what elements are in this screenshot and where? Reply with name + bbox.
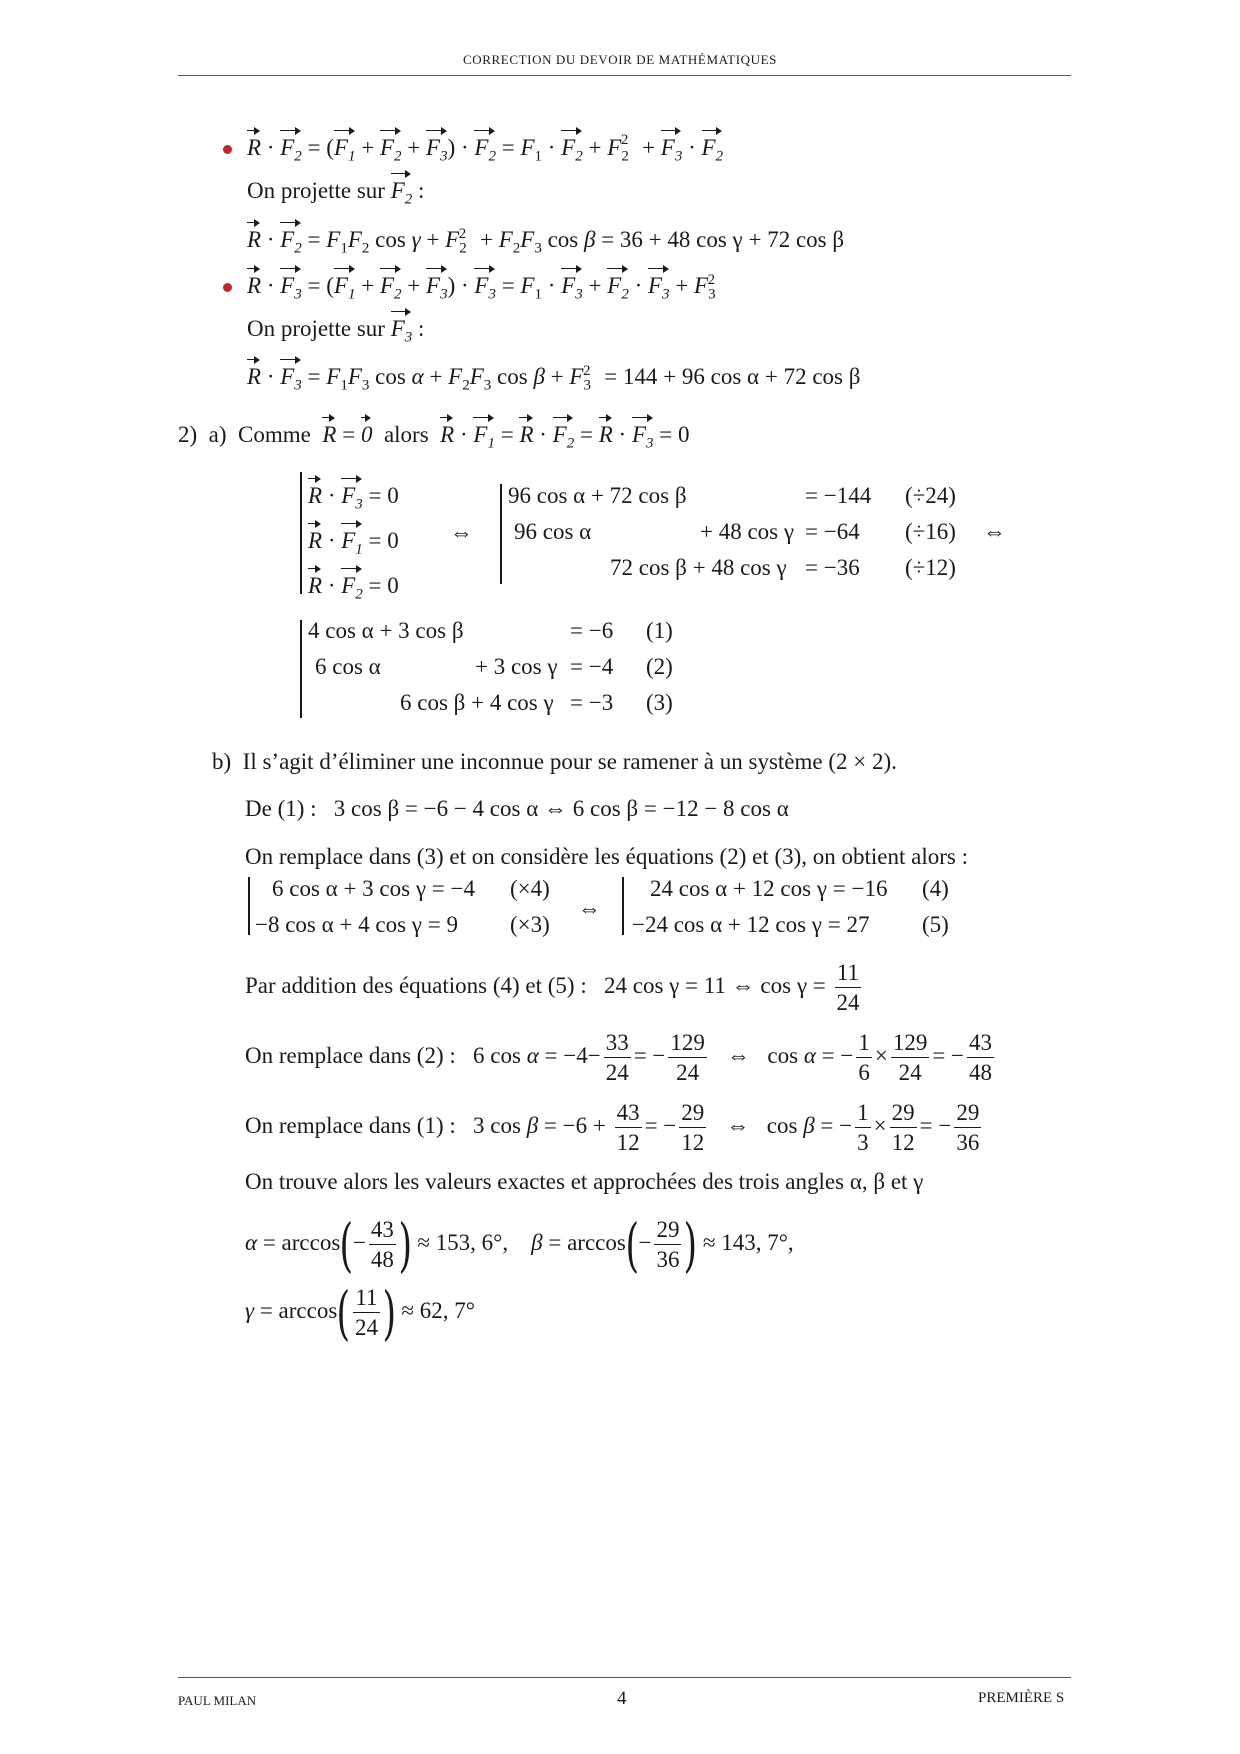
brace-left-system-2	[300, 620, 302, 718]
sysR-row-2: −24 cos α + 12 cos γ = 27	[632, 912, 870, 937]
proj-f2-line: On projette sur $F_2$ :	[247, 171, 424, 214]
res-f3-value: = 144 + 96 cos α + 72 cos β	[604, 364, 861, 389]
footer-page: 4	[617, 1688, 627, 1709]
sysR-num-2: (5)	[922, 912, 949, 937]
q2a-line: 2) a) Comme R = 0 alors $R \cdot F_1 = R \cdot F_2 = R \cdot F_3 = 0$	[178, 415, 690, 458]
res-f2-value: = 36 + 48 cos γ + 72 cos β	[601, 227, 845, 252]
header-rule	[178, 75, 1071, 76]
comme-text: Comme	[238, 422, 311, 447]
sys1-row-3: 72 cos β + 48 cos γ	[610, 555, 787, 580]
equiv-symbol: ⇔	[578, 896, 601, 921]
addition-equation: 24 cos γ = 11 ⇔ cos γ =	[603, 973, 826, 998]
q2b-intro: Il s’agit d’éliminer une inconnue pour se ramener à un système (2 × 2).	[242, 749, 897, 774]
bullet-icon	[223, 145, 232, 154]
proj-f3-line: On projette sur $F_3$ :	[247, 309, 424, 352]
rem2-label: On remplace dans (2) :	[245, 1043, 456, 1068]
rem3-label: On remplace dans (1) :	[245, 1113, 456, 1138]
sys1-div-2: (÷16)	[905, 519, 956, 544]
sys1-rhs-1: = −144	[805, 483, 872, 508]
footer-author: PAUL MILAN	[178, 1693, 257, 1708]
sys1-div-1: (÷24)	[905, 483, 956, 508]
proj-f3-text: On projette sur	[247, 316, 385, 341]
de1-label: De (1) :	[245, 796, 317, 821]
sys2-num-1: (1)	[646, 618, 673, 643]
sys1-row-2: 96 cos α	[514, 519, 592, 544]
sys2-rhs-1: = −6	[570, 618, 614, 643]
eq-r-dot-f2-expand: $R \cdot F_2 = (F_1 + F_2 + F_3) \cdot F_2 = F_1 \cdot F_2 + F_2^2 + F_3 \cdot F_2$	[247, 128, 723, 171]
bullet-icon	[223, 283, 232, 292]
eq-r-dot-f2-result: $R \cdot F_2 = F_1F_2$ $\cos \gamma + F_2^2 + F_2F_3$ cos β = 36 + 48 cos γ + 72 cos β	[247, 220, 844, 263]
brace-left-system-vec	[300, 472, 302, 594]
q2b-intro-line	[212, 748, 897, 776]
sys1-rhs-2: = −64	[805, 519, 860, 544]
sys2-rhs-3: = −3	[570, 690, 614, 715]
sysR-row-1: 24 cos α + 12 cos γ = −16	[650, 876, 888, 901]
rem2-line: On remplace dans (2) : 6 cos α = −4− $\frac{33}{24}$ = − $\frac{129}{24}$ ⇔ cos α = − $\frac{1}{6}$ × $\frac{129}{24}$ = − $\frac{43}{48}$	[245, 1030, 993, 1086]
gamma-line: γ = arccos( $\frac{11}{24}$ ) ≈ 62, 7°	[245, 1278, 475, 1347]
sysL-op-1: (×4)	[510, 876, 550, 901]
sys1-rhs-3: = −36	[805, 555, 860, 580]
remplace-line: On remplace dans (3) et on considère les équations (2) et (3), on obtient alors :	[245, 844, 968, 869]
sys-vec-row: $R \cdot F_2 = 0$	[308, 566, 399, 609]
addition-label: Par addition des équations (4) et (5) :	[245, 973, 587, 998]
trouve-line: On trouve alors les valeurs exactes et approchées des trois angles α, β et γ	[245, 1169, 924, 1194]
sysL-row-1: 6 cos α + 3 cos γ = −4	[272, 876, 475, 901]
brace-left-system-1	[500, 484, 502, 584]
sys-vec-row: $R \cdot F_3 = 0$	[308, 476, 399, 519]
sys2-row-3: 6 cos β + 4 cos γ	[400, 690, 554, 715]
sysL-op-2: (×3)	[510, 912, 550, 937]
eq-r-dot-f3-expand: $R \cdot F_3 = (F_1 + F_2 + F_3) \cdot F_3 = F_1 \cdot F_3 + F_2 \cdot F_3 + F_3^2$	[247, 266, 723, 309]
equiv-symbol: ⇔	[983, 519, 1006, 544]
sys2-row-1: 4 cos α + 3 cos β	[308, 618, 464, 643]
sys2-row-2: 6 cos α	[315, 654, 381, 679]
sysL-row-2: −8 cos α + 4 cos γ = 9	[255, 912, 458, 937]
sys-vec-row: $R \cdot F_1 = 0$	[308, 521, 399, 564]
page-header: CORRECTION DU DEVOIR DE MATHÉMATIQUES	[463, 52, 777, 67]
footer-class: PREMIÈRE S	[978, 1690, 1065, 1706]
q2-label: 2)	[178, 422, 198, 447]
sys2-rhs-2: = −4	[570, 654, 614, 679]
brace-left-system-L	[248, 877, 250, 935]
gamma-approx: ≈ 62, 7°	[401, 1298, 475, 1323]
alpha-beta-line: α = arccos(− $\frac{43}{48}$ ) ≈ 153, 6°, β = arccos(− $\frac{29}{36}$ ) ≈ 143, 7°,	[245, 1210, 794, 1279]
sys1-div-3: (÷12)	[905, 555, 956, 580]
sys1-row-1: 96 cos α + 72 cos β	[508, 483, 687, 508]
proj-f2-text: On projette sur	[247, 178, 385, 203]
sysR-num-1: (4)	[922, 876, 949, 901]
brace-left-system-R	[622, 877, 624, 935]
sys2-row-2b: + 3 cos γ	[475, 654, 558, 679]
eq-r-dot-f3-result: $R \cdot F_3 = F_1F_3$ $\cos \alpha + F_2F_3$ $\cos \beta + F_3^2 = 144 + 96$ cos α + 72 cos β	[247, 357, 860, 400]
sys2-num-3: (3)	[646, 690, 673, 715]
footer-rule	[178, 1677, 1071, 1678]
de1-line	[245, 795, 789, 823]
sys2-num-2: (2)	[646, 654, 673, 679]
q2a-label: a)	[208, 422, 227, 447]
addition-line	[245, 955, 864, 1017]
rem3-line: On remplace dans (1) : 3 cos β = −6 + $\frac{43}{12}$ = − $\frac{29}{12}$ ⇔ cos β = − $\frac{1}{3}$ × $\frac{29}{12}$ = − $\frac{29}{36}$	[245, 1100, 980, 1156]
alors-text: alors	[383, 422, 429, 447]
alpha-approx: ≈ 153, 6°,	[417, 1230, 509, 1255]
q2b-label: b)	[212, 749, 232, 774]
de1-equation: 3 cos β = −6 − 4 cos α ⇔ 6 cos β = −12 − 8 cos α	[333, 796, 789, 821]
sys1-row-2b: + 48 cos γ	[700, 519, 795, 544]
fraction: $\frac{11}{24}$	[836, 960, 860, 1016]
equiv-symbol: ⇔	[450, 520, 473, 545]
beta-approx: ≈ 143, 7°,	[702, 1230, 794, 1255]
